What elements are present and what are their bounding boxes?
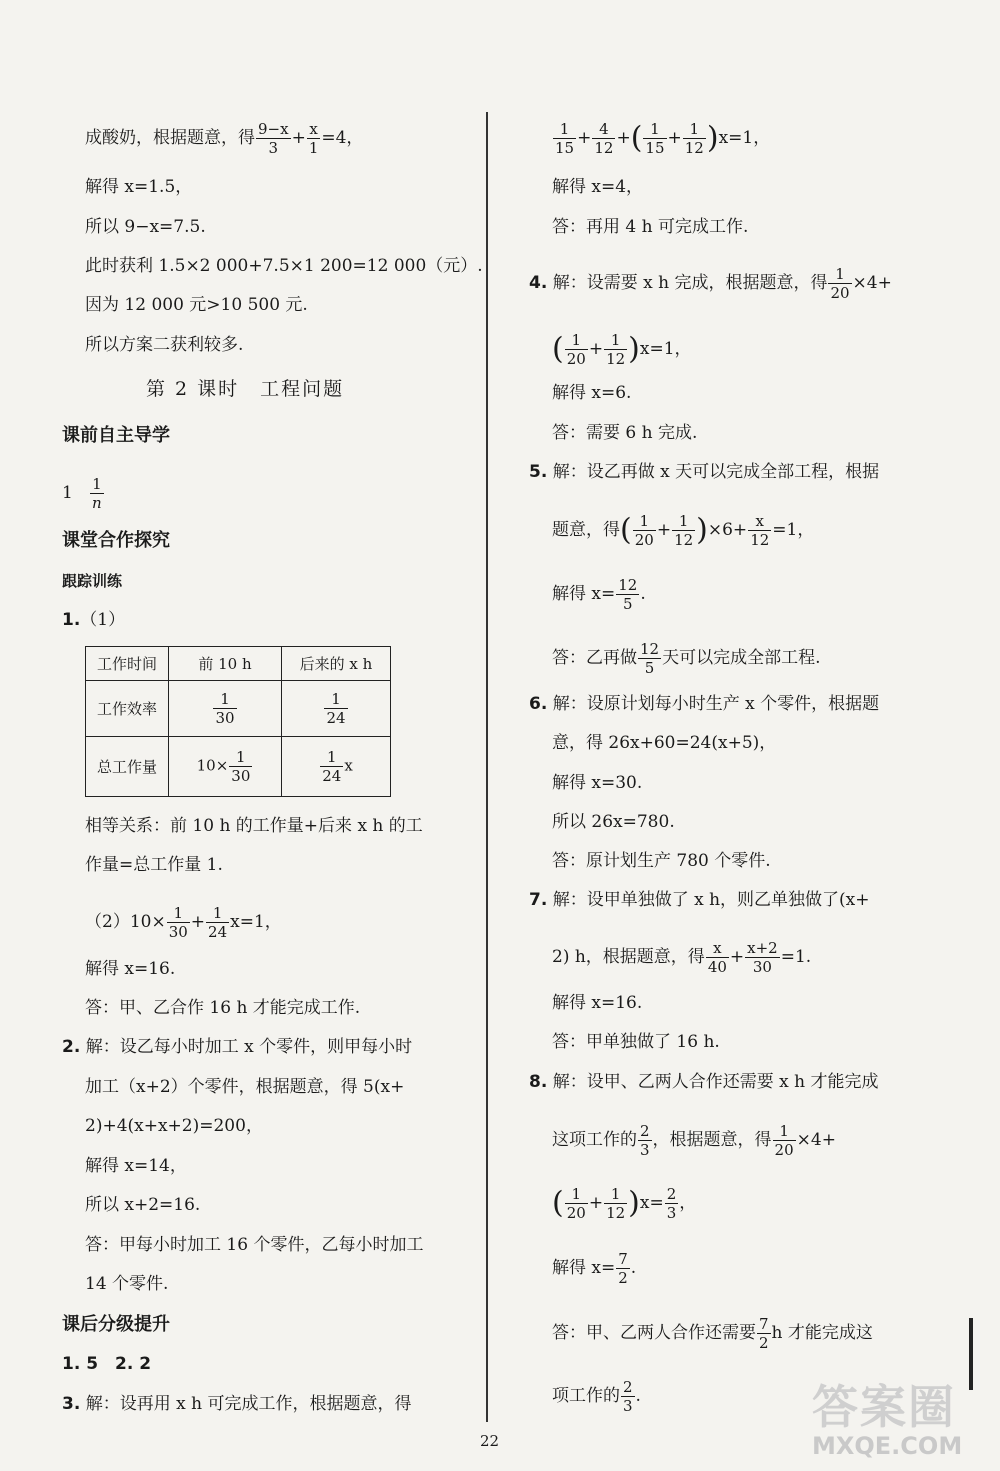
table-header: 工作时间 xyxy=(86,647,169,681)
table-header: 前 10 h xyxy=(169,647,282,681)
q8-line-6: 项工作的 $\frac{2}{3}$ . xyxy=(552,1378,641,1415)
table-cell: $\frac{1}{30}$ xyxy=(169,681,282,737)
table-cell: 10× $\frac{1}{30}$ xyxy=(169,737,282,797)
q4-line-2: ( $\frac{1}{20}$ + $\frac{1}{12}$ )x=1， xyxy=(552,331,692,368)
q2-line-5: 所以 x+2=16. xyxy=(85,1195,201,1215)
right-line-1: $\frac{1}{15}$ + $\frac{4}{12}$ +( $\frac{1}{15}$ + $\frac{1}{12}$ )x=1， xyxy=(555,120,771,157)
table-header: 后来的 x h xyxy=(282,647,391,681)
q6-line-5: 答：原计划生产 780 个零件. xyxy=(552,851,771,871)
q7-line-3: 解得 x=16. xyxy=(552,993,643,1013)
table-row-label: 总工作量 xyxy=(86,737,169,797)
fraction: $\frac{1}{n}$ xyxy=(92,475,102,512)
right-line-2: 解得 x=4， xyxy=(552,177,644,197)
q8-line-2: 这项工作的 $\frac{2}{3}$ ，根据题意，得 $\frac{1}{20}$ ×4+ xyxy=(552,1122,836,1159)
fraction: $\frac{9-x}{3}$ xyxy=(258,120,289,157)
question-1a: 1.（1） xyxy=(62,610,126,630)
q5-line-2: 题意，得( $\frac{1}{20}$ + $\frac{1}{12}$ )×6+ $\frac{x}{12}$ =1， xyxy=(552,512,815,549)
watermark-logo: 答案圈 MXQE.COM xyxy=(812,1380,963,1460)
table-row-label: 工作效率 xyxy=(86,681,169,737)
preview-answer: 1 $\frac{1}{n}$ xyxy=(62,475,102,512)
q8-line-4: 解得 x= $\frac{7}{2}$ . xyxy=(552,1250,637,1287)
left-line-5: 因为 12 000 元>10 500 元. xyxy=(85,295,308,315)
left-line-3: 所以 9−x=7.5. xyxy=(85,217,206,237)
q2-line-6: 答：甲每小时加工 16 个零件，乙每小时加工 xyxy=(85,1235,424,1255)
q4-line-4: 答：需要 6 h 完成. xyxy=(552,423,698,443)
q5-line-4: 答：乙再做 $\frac{12}{5}$ 天可以完成全部工程. xyxy=(552,640,821,677)
q5-line-3: 解得 x= $\frac{12}{5}$ . xyxy=(552,576,646,613)
left-line-2: 解得 x=1.5， xyxy=(85,177,193,197)
section-heading-preview: 课前自主导学 xyxy=(62,425,170,446)
q6-line-3: 解得 x=30. xyxy=(552,773,643,793)
q6-line-2: 意，得 26x+60=24(x+5)， xyxy=(552,733,777,753)
question-3: 3. 解：设再用 x h 可完成工作，根据题意，得 xyxy=(62,1394,412,1414)
q2-line-4: 解得 x=14， xyxy=(85,1156,187,1176)
page-number: 22 xyxy=(480,1432,500,1450)
lesson-title: 第 2 课时 工程问题 xyxy=(146,378,345,400)
q2-line-2: 加工（x+2）个零件，根据题意，得 5(x+ xyxy=(85,1077,405,1097)
left-line-1: 成酸奶，根据题意，得 $\frac{9-x}{3}$ + $\frac{x}{1}$ =4， xyxy=(85,120,364,157)
table-cell: $\frac{1}{24}$ x xyxy=(282,737,391,797)
q2-line-7: 14 个零件. xyxy=(85,1274,169,1294)
table-cell: $\frac{1}{24}$ xyxy=(282,681,391,737)
section-heading-after: 课后分级提升 xyxy=(62,1314,170,1335)
answers-1-2: 1. 5 2. 2 xyxy=(62,1354,152,1374)
fraction: $\frac{1}{24}$ xyxy=(208,904,228,941)
q7-line-2: 2) h，根据题意，得 $\frac{x}{40}$ + $\frac{x+2}{30}$ =1. xyxy=(552,939,812,976)
question-6: 6. 解：设原计划每小时生产 x 个零件，根据题 xyxy=(529,694,880,714)
left-line-6: 所以方案二获利较多. xyxy=(85,335,244,355)
right-line-3: 答：再用 4 h 可完成工作. xyxy=(552,217,749,237)
q6-line-4: 所以 26x=780. xyxy=(552,812,675,832)
fraction: $\frac{1}{30}$ xyxy=(168,904,188,941)
subheading-tracking: 跟踪训练 xyxy=(62,572,123,590)
q7-line-4: 答：甲单独做了 16 h. xyxy=(552,1032,720,1052)
question-7: 7. 解：设甲单独做了 x h，则乙单独做了(x+ xyxy=(529,890,870,910)
q1-answer: 答：甲、乙合作 16 h 才能完成工作. xyxy=(85,998,361,1018)
q8-line-3: ( $\frac{1}{20}$ + $\frac{1}{12}$ )x= $\frac{2}{3}$ ， xyxy=(552,1185,697,1222)
q1-relation-1: 相等关系：前 10 h 的工作量+后来 x h 的工 xyxy=(85,816,423,836)
question-8: 8. 解：设甲、乙两人合作还需要 x h 才能完成 xyxy=(529,1072,879,1092)
question-2: 2. 解：设乙每小时加工 x 个零件，则甲每小时 xyxy=(62,1037,413,1057)
question-4: 4. 解：设需要 x h 完成，根据题意，得 $\frac{1}{20}$ ×4+ xyxy=(529,265,892,302)
section-heading-class: 课堂合作探究 xyxy=(62,530,170,551)
left-line-4: 此时获利 1.5×2 000+7.5×1 200=12 000（元）. xyxy=(85,256,483,276)
column-divider xyxy=(486,112,488,1422)
edge-mark xyxy=(969,1318,973,1390)
question-5: 5. 解：设乙再做 x 天可以完成全部工程，根据 xyxy=(529,462,880,482)
q2-line-3: 2)+4(x+x+2)=200， xyxy=(85,1116,263,1136)
fraction: $\frac{x}{1}$ xyxy=(308,120,319,157)
work-table xyxy=(85,646,391,797)
q1-part-2: （2）10× $\frac{1}{30}$ + $\frac{1}{24}$ x=1， xyxy=(85,904,282,941)
q1-solution: 解得 x=16. xyxy=(85,959,176,979)
q8-line-5: 答：甲、乙两人合作还需要 $\frac{7}{2}$ h 才能完成这 xyxy=(552,1315,873,1352)
q1-relation-2: 作量=总工作量 1. xyxy=(85,855,223,875)
q4-line-3: 解得 x=6. xyxy=(552,383,632,403)
